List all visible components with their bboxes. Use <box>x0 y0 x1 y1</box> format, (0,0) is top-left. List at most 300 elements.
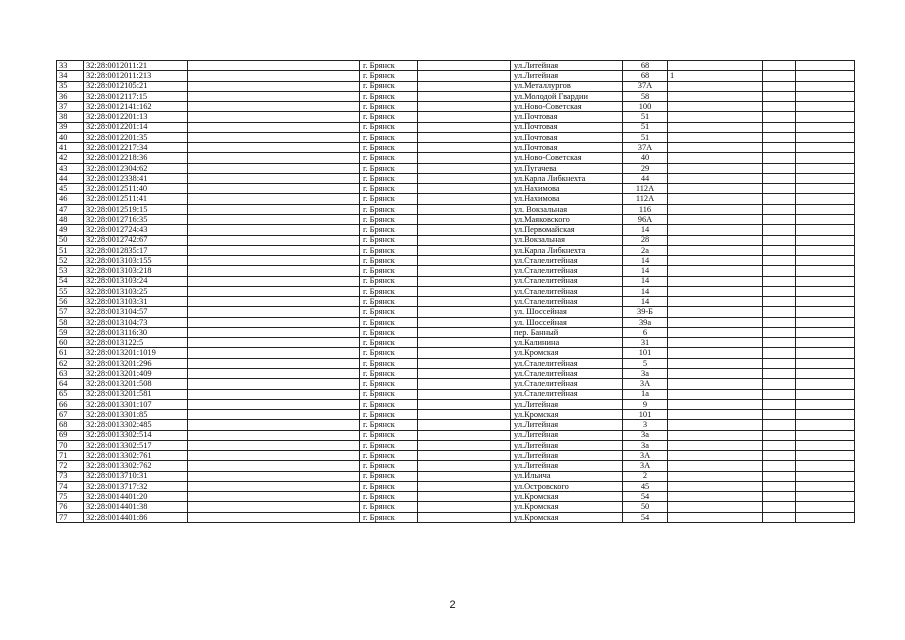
blank-cell <box>418 307 511 317</box>
blank-cell <box>188 81 360 91</box>
extra-cell: 1 <box>668 71 763 81</box>
house-number-cell: 3 <box>623 420 668 430</box>
blank-cell <box>763 143 796 153</box>
table-row <box>57 317 855 327</box>
extra-cell <box>668 245 763 255</box>
city-cell: г. Брянск <box>360 143 418 153</box>
row-number-cell: 62 <box>57 358 84 368</box>
blank-cell <box>418 430 511 440</box>
house-number-cell: 6 <box>623 327 668 337</box>
blank-cell <box>763 379 796 389</box>
extra-cell <box>668 112 763 122</box>
blank-cell <box>418 399 511 409</box>
city-cell: г. Брянск <box>360 91 418 101</box>
blank-cell <box>418 512 511 522</box>
blank-cell <box>418 338 511 348</box>
table-row <box>57 225 855 235</box>
extra-cell <box>668 430 763 440</box>
street-cell: ул.Нахимова <box>511 184 623 194</box>
extra-cell <box>668 266 763 276</box>
row-number-cell: 76 <box>57 502 84 512</box>
blank-cell <box>763 399 796 409</box>
extra-cell <box>668 389 763 399</box>
table-row <box>57 286 855 296</box>
blank-cell <box>418 317 511 327</box>
row-number-cell: 47 <box>57 204 84 214</box>
blank-cell <box>796 379 855 389</box>
blank-cell <box>796 317 855 327</box>
blank-cell <box>418 194 511 204</box>
street-cell: ул.Нахимова <box>511 194 623 204</box>
blank-cell <box>796 184 855 194</box>
cadastral-number-cell: 32:28:0014401:86 <box>84 512 188 522</box>
blank-cell <box>188 153 360 163</box>
blank-cell <box>188 102 360 112</box>
table-row <box>57 420 855 430</box>
blank-cell <box>418 163 511 173</box>
house-number-cell: 14 <box>623 286 668 296</box>
blank-cell <box>763 286 796 296</box>
extra-cell <box>668 492 763 502</box>
blank-cell <box>188 163 360 173</box>
row-number-cell: 48 <box>57 214 84 224</box>
city-cell: г. Брянск <box>360 245 418 255</box>
blank-cell <box>796 440 855 450</box>
blank-cell <box>796 143 855 153</box>
blank-cell <box>763 132 796 142</box>
table-row <box>57 389 855 399</box>
blank-cell <box>188 451 360 461</box>
blank-cell <box>418 204 511 214</box>
blank-cell <box>188 492 360 502</box>
blank-cell <box>796 132 855 142</box>
blank-cell <box>763 102 796 112</box>
extra-cell <box>668 173 763 183</box>
blank-cell <box>763 91 796 101</box>
blank-cell <box>763 358 796 368</box>
row-number-cell: 59 <box>57 327 84 337</box>
row-number-cell: 45 <box>57 184 84 194</box>
blank-cell <box>188 214 360 224</box>
city-cell: г. Брянск <box>360 410 418 420</box>
blank-cell <box>763 317 796 327</box>
blank-cell <box>796 410 855 420</box>
blank-cell <box>796 163 855 173</box>
house-number-cell: 54 <box>623 512 668 522</box>
cadastral-number-cell: 32:28:0013201:409 <box>84 368 188 378</box>
street-cell: ул.Пугачева <box>511 163 623 173</box>
blank-cell <box>763 481 796 491</box>
street-cell: ул.Островского <box>511 481 623 491</box>
street-cell: ул.Сталелитейная <box>511 266 623 276</box>
blank-cell <box>418 389 511 399</box>
blank-cell <box>796 286 855 296</box>
blank-cell <box>418 297 511 307</box>
blank-cell <box>188 399 360 409</box>
blank-cell <box>763 430 796 440</box>
blank-cell <box>188 132 360 142</box>
blank-cell <box>418 410 511 420</box>
blank-cell <box>418 379 511 389</box>
blank-cell <box>418 461 511 471</box>
table-row <box>57 307 855 317</box>
street-cell: ул.Литейная <box>511 440 623 450</box>
table-row <box>57 214 855 224</box>
house-number-cell: 2 <box>623 471 668 481</box>
table-row <box>57 266 855 276</box>
street-cell: ул.Первомайская <box>511 225 623 235</box>
blank-cell <box>796 389 855 399</box>
blank-cell <box>763 297 796 307</box>
city-cell: г. Брянск <box>360 266 418 276</box>
extra-cell <box>668 81 763 91</box>
cadastral-number-cell: 32:28:0012218:36 <box>84 153 188 163</box>
table-row <box>57 163 855 173</box>
blank-cell <box>763 471 796 481</box>
blank-cell <box>418 173 511 183</box>
row-number-cell: 37 <box>57 102 84 112</box>
blank-cell <box>188 184 360 194</box>
cadastral-number-cell: 32:28:0012519:15 <box>84 204 188 214</box>
blank-cell <box>796 235 855 245</box>
table-body <box>57 61 855 523</box>
row-number-cell: 50 <box>57 235 84 245</box>
cadastral-number-cell: 32:28:0013103:24 <box>84 276 188 286</box>
row-number-cell: 71 <box>57 451 84 461</box>
table-row <box>57 481 855 491</box>
street-cell: пер. Банный <box>511 327 623 337</box>
house-number-cell: 96А <box>623 214 668 224</box>
table-row <box>57 61 855 71</box>
street-cell: ул.Калинина <box>511 338 623 348</box>
table-row <box>57 471 855 481</box>
table-row <box>57 410 855 420</box>
blank-cell <box>418 143 511 153</box>
table-row <box>57 71 855 81</box>
row-number-cell: 63 <box>57 368 84 378</box>
extra-cell <box>668 235 763 245</box>
blank-cell <box>796 153 855 163</box>
blank-cell <box>418 276 511 286</box>
street-cell: ул.Кромская <box>511 512 623 522</box>
city-cell: г. Брянск <box>360 368 418 378</box>
extra-cell <box>668 461 763 471</box>
house-number-cell: 14 <box>623 266 668 276</box>
table-row <box>57 338 855 348</box>
extra-cell <box>668 163 763 173</box>
extra-cell <box>668 194 763 204</box>
blank-cell <box>188 61 360 71</box>
blank-cell <box>763 266 796 276</box>
blank-cell <box>763 502 796 512</box>
cadastral-number-cell: 32:28:0013103:31 <box>84 297 188 307</box>
blank-cell <box>763 348 796 358</box>
blank-cell <box>763 338 796 348</box>
table-row <box>57 430 855 440</box>
row-number-cell: 39 <box>57 122 84 132</box>
table-row <box>57 112 855 122</box>
street-cell: ул.Маяковского <box>511 214 623 224</box>
blank-cell <box>418 122 511 132</box>
table-row <box>57 379 855 389</box>
blank-cell <box>188 358 360 368</box>
cadastral-number-cell: 32:28:0012511:41 <box>84 194 188 204</box>
street-cell: ул.Ново-Советская <box>511 102 623 112</box>
blank-cell <box>188 307 360 317</box>
blank-cell <box>763 184 796 194</box>
extra-cell <box>668 327 763 337</box>
street-cell: ул.Сталелитейная <box>511 379 623 389</box>
blank-cell <box>188 512 360 522</box>
table-row <box>57 122 855 132</box>
city-cell: г. Брянск <box>360 163 418 173</box>
blank-cell <box>763 276 796 286</box>
table-row <box>57 194 855 204</box>
city-cell: г. Брянск <box>360 379 418 389</box>
row-number-cell: 54 <box>57 276 84 286</box>
city-cell: г. Брянск <box>360 184 418 194</box>
house-number-cell: 3А <box>623 451 668 461</box>
table-row <box>57 153 855 163</box>
extra-cell <box>668 122 763 132</box>
city-cell: г. Брянск <box>360 420 418 430</box>
table-row <box>57 399 855 409</box>
table-row <box>57 358 855 368</box>
extra-cell <box>668 61 763 71</box>
street-cell: ул.Кромская <box>511 410 623 420</box>
table-row <box>57 184 855 194</box>
house-number-cell: 51 <box>623 112 668 122</box>
row-number-cell: 53 <box>57 266 84 276</box>
cadastral-number-cell: 32:28:0013122:5 <box>84 338 188 348</box>
street-cell: ул.Почтовая <box>511 132 623 142</box>
blank-cell <box>188 235 360 245</box>
row-number-cell: 49 <box>57 225 84 235</box>
street-cell: ул.Кромская <box>511 348 623 358</box>
table-row <box>57 132 855 142</box>
blank-cell <box>763 173 796 183</box>
blank-cell <box>796 122 855 132</box>
blank-cell <box>796 502 855 512</box>
blank-cell <box>763 440 796 450</box>
page-number: 2 <box>449 599 456 611</box>
cadastral-number-cell: 32:28:0013201:508 <box>84 379 188 389</box>
row-number-cell: 67 <box>57 410 84 420</box>
street-cell: ул.Литейная <box>511 451 623 461</box>
extra-cell <box>668 297 763 307</box>
city-cell: г. Брянск <box>360 214 418 224</box>
cadastral-number-cell: 32:28:0013710:31 <box>84 471 188 481</box>
cadastral-number-cell: 32:28:0013302:761 <box>84 451 188 461</box>
blank-cell <box>796 327 855 337</box>
blank-cell <box>796 204 855 214</box>
house-number-cell: 3а <box>623 440 668 450</box>
cadastral-number-cell: 32:28:0013103:218 <box>84 266 188 276</box>
street-cell: ул.Сталелитейная <box>511 368 623 378</box>
blank-cell <box>188 276 360 286</box>
house-number-cell: 29 <box>623 163 668 173</box>
table-row <box>57 440 855 450</box>
blank-cell <box>188 348 360 358</box>
blank-cell <box>796 61 855 71</box>
blank-cell <box>763 112 796 122</box>
city-cell: г. Брянск <box>360 399 418 409</box>
house-number-cell: 37А <box>623 81 668 91</box>
house-number-cell: 3а <box>623 368 668 378</box>
table-row <box>57 512 855 522</box>
blank-cell <box>796 481 855 491</box>
cadastral-number-cell: 32:28:0012117:15 <box>84 91 188 101</box>
cadastral-number-cell: 32:28:0012304:62 <box>84 163 188 173</box>
cadastral-number-cell: 32:28:0013201:1019 <box>84 348 188 358</box>
city-cell: г. Брянск <box>360 389 418 399</box>
blank-cell <box>796 214 855 224</box>
table-row <box>57 102 855 112</box>
house-number-cell: 2а <box>623 245 668 255</box>
extra-cell <box>668 91 763 101</box>
city-cell: г. Брянск <box>360 440 418 450</box>
blank-cell <box>418 112 511 122</box>
house-number-cell: 14 <box>623 256 668 266</box>
extra-cell <box>668 256 763 266</box>
row-number-cell: 40 <box>57 132 84 142</box>
city-cell: г. Брянск <box>360 112 418 122</box>
blank-cell <box>418 348 511 358</box>
city-cell: г. Брянск <box>360 235 418 245</box>
house-number-cell: 14 <box>623 276 668 286</box>
extra-cell <box>668 512 763 522</box>
blank-cell <box>418 71 511 81</box>
blank-cell <box>763 389 796 399</box>
blank-cell <box>418 451 511 461</box>
house-number-cell: 116 <box>623 204 668 214</box>
blank-cell <box>418 502 511 512</box>
table-row <box>57 451 855 461</box>
blank-cell <box>418 225 511 235</box>
row-number-cell: 75 <box>57 492 84 502</box>
city-cell: г. Брянск <box>360 492 418 502</box>
row-number-cell: 61 <box>57 348 84 358</box>
street-cell: ул. Шоссейная <box>511 317 623 327</box>
blank-cell <box>188 91 360 101</box>
house-number-cell: 68 <box>623 71 668 81</box>
table-row <box>57 143 855 153</box>
street-cell: ул.Литейная <box>511 461 623 471</box>
blank-cell <box>188 461 360 471</box>
blank-cell <box>188 173 360 183</box>
row-number-cell: 34 <box>57 71 84 81</box>
cadastral-number-cell: 32:28:0014401:20 <box>84 492 188 502</box>
extra-cell <box>668 451 763 461</box>
blank-cell <box>418 132 511 142</box>
house-number-cell: 3А <box>623 379 668 389</box>
blank-cell <box>796 71 855 81</box>
blank-cell <box>796 368 855 378</box>
row-number-cell: 44 <box>57 173 84 183</box>
street-cell: ул.Сталелитейная <box>511 389 623 399</box>
row-number-cell: 52 <box>57 256 84 266</box>
cadastral-number-cell: 32:28:0013301:85 <box>84 410 188 420</box>
extra-cell <box>668 286 763 296</box>
blank-cell <box>796 358 855 368</box>
table-row <box>57 327 855 337</box>
city-cell: г. Брянск <box>360 430 418 440</box>
city-cell: г. Брянск <box>360 358 418 368</box>
blank-cell <box>796 461 855 471</box>
blank-cell <box>188 410 360 420</box>
blank-cell <box>188 266 360 276</box>
extra-cell <box>668 410 763 420</box>
extra-cell <box>668 225 763 235</box>
blank-cell <box>188 297 360 307</box>
house-number-cell: 54 <box>623 492 668 502</box>
extra-cell <box>668 307 763 317</box>
extra-cell <box>668 317 763 327</box>
house-number-cell: 112А <box>623 194 668 204</box>
street-cell: ул.Литейная <box>511 71 623 81</box>
blank-cell <box>763 451 796 461</box>
house-number-cell: 39-Б <box>623 307 668 317</box>
row-number-cell: 56 <box>57 297 84 307</box>
street-cell: ул.Литейная <box>511 399 623 409</box>
house-number-cell: 3А <box>623 461 668 471</box>
house-number-cell: 112А <box>623 184 668 194</box>
blank-cell <box>796 297 855 307</box>
row-number-cell: 41 <box>57 143 84 153</box>
blank-cell <box>188 143 360 153</box>
blank-cell <box>418 492 511 502</box>
cadastral-number-cell: 32:28:0013104:57 <box>84 307 188 317</box>
row-number-cell: 36 <box>57 91 84 101</box>
city-cell: г. Брянск <box>360 471 418 481</box>
extra-cell <box>668 399 763 409</box>
row-number-cell: 74 <box>57 481 84 491</box>
cadastral-number-cell: 32:28:0012835:17 <box>84 245 188 255</box>
street-cell: ул.Ильича <box>511 471 623 481</box>
cadastral-number-cell: 32:28:0013104:73 <box>84 317 188 327</box>
city-cell: г. Брянск <box>360 317 418 327</box>
blank-cell <box>418 420 511 430</box>
table-row <box>57 502 855 512</box>
city-cell: г. Брянск <box>360 348 418 358</box>
blank-cell <box>763 122 796 132</box>
house-number-cell: 37А <box>623 143 668 153</box>
blank-cell <box>188 440 360 450</box>
row-number-cell: 73 <box>57 471 84 481</box>
table-row <box>57 204 855 214</box>
cadastral-number-cell: 32:28:0012201:14 <box>84 122 188 132</box>
city-cell: г. Брянск <box>360 451 418 461</box>
extra-cell <box>668 348 763 358</box>
row-number-cell: 70 <box>57 440 84 450</box>
blank-cell <box>188 430 360 440</box>
city-cell: г. Брянск <box>360 327 418 337</box>
blank-cell <box>796 173 855 183</box>
table-row <box>57 348 855 358</box>
blank-cell <box>188 338 360 348</box>
blank-cell <box>418 81 511 91</box>
extra-cell <box>668 102 763 112</box>
blank-cell <box>418 245 511 255</box>
extra-cell <box>668 204 763 214</box>
table-row <box>57 492 855 502</box>
blank-cell <box>763 204 796 214</box>
cadastral-number-cell: 32:28:0013103:25 <box>84 286 188 296</box>
row-number-cell: 77 <box>57 512 84 522</box>
table-row <box>57 81 855 91</box>
table-row <box>57 256 855 266</box>
blank-cell <box>418 358 511 368</box>
